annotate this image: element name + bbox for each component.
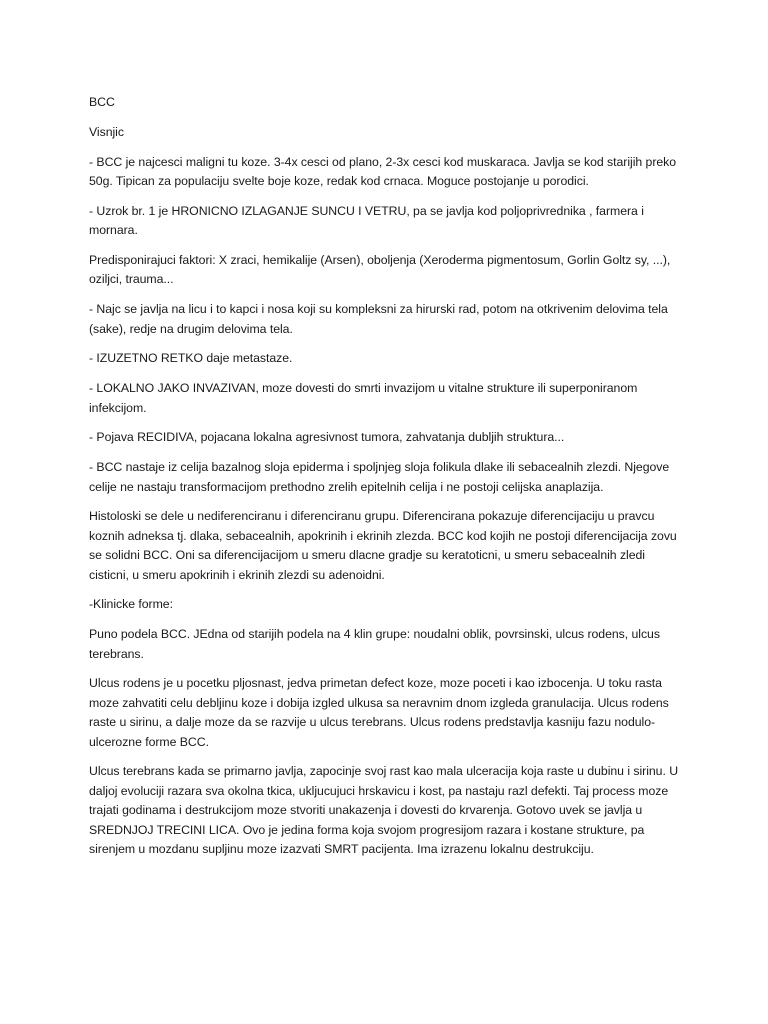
paragraph-predisposing-factors: Predisponirajuci faktori: X zraci, hemikalije (Arsen), oboljenja (Xeroderma pigmentosum, Gorlin Goltz sy, ...), oziljci, trauma...: [89, 253, 671, 287]
paragraph-origin: - BCC nastaje iz celija bazalnog sloja epiderma i spoljnjeg sloja folikula dlake ili sebacealnih zlezdi. Njegove celije ne nastaju transformacijom prethodno zrelih epitelnih celija i ne postoji celijska anaplazija.: [89, 460, 670, 494]
paragraph-local-invasion: - LOKALNO JAKO INVAZIVAN, moze dovesti do smrti invazijom u vitalne strukture ili superponiranom infekcijom.: [89, 381, 638, 415]
paragraph-ulcus-terebrans: Ulcus terebrans kada se primarno javlja, zapocinje svoj rast kao mala ulceracija koja raste u dubinu i sirinu. U daljoj evoluciji razara sva okolna tkica, ukljucujuci hrskavicu i kost, pa nastaju razl defekti. Taj process moze trajati godinama i destrukcijom moze stvoriti unakazenja i dovesti do krvarenja. Gotovo uvek se javlja u SREDNJOJ TRECINI LICA. Ovo je jedina forma koja svojom progresijom razara i kostane strukture, pa sirenjem u mozdanu supljinu moze izazvati SMRT pacijenta. Ima izrazenu lokalnu destrukciju.: [89, 764, 679, 857]
paragraph-classification: Puno podela BCC. JEdna od starijih podela na 4 klin grupe: noudalni oblik, povrsinski, ulcus rodens, ulcus terebrans.: [89, 627, 660, 661]
paragraph-cause: - Uzrok br. 1 je HRONICNO IZLAGANJE SUNCU I VETRU, pa se javlja kod poljoprivrednika , farmera i mornara.: [89, 203, 644, 238]
paragraph-clinical-forms-heading: -Klinicke forme:: [89, 597, 173, 612]
paragraph-ulcus-rodens: Ulcus rodens je u pocetku pljosnast, jedva primetan defect koze, moze poceti i kao izbocenja. U toku rasta moze zahvatiti celu debljinu koze i dobija izgled ulkusa sa neravnim dnom izgleda granulacija. Ulcus rodens raste u sirinu, a dalje moze da se razvije u ulcus terebrans. Ulcus rodens predstavlja kasniju fazu nodulo-ulcerozne forme BCC.: [89, 676, 669, 749]
paragraph-location: - Najc se javlja na licu i to kapci i nosa koji su kompleksni za hirurski rad, potom na otkrivenim delovima tela (sake), redje na drugim delovima tela.: [89, 302, 668, 336]
paragraph-metastases: - IZUZETNO RETKO daje metastaze.: [89, 351, 293, 366]
document-title: BCC: [89, 95, 115, 109]
document-body: [89, 93, 679, 870]
paragraph-epidemiology: - BCC je najcesci maligni tu koze. 3-4x cesci od plano, 2-3x cesci kod muskaraca. Javlja se kod starijih preko 50g. Tipican za populaciju svelte boje koze, redak kod crnaca. Moguce postojanje u porodici.: [89, 154, 677, 188]
paragraph-recidiva: - Pojava RECIDIVA, pojacana lokalna agresivnost tumora, zahvatanja dubljih struktura...: [89, 430, 565, 445]
document-author: Visnjic: [89, 124, 124, 139]
paragraph-histology: Histoloski se dele u nediferenciranu i diferenciranu grupu. Diferencirana pokazuje diferencijaciju u pravcu koznih adneksa tj. dlaka, sebacealnih, apokrinih i ekrinih zlezda. BCC kod kojih ne postoji diferencijacija zovu se solidni BCC. Oni sa diferencijacijom u smeru dlacne gradje su keratoticni, u smeru sebacealnih zledi cisticni, u smeru apokrinih i ekrinih zlezdi su adenoidni.: [89, 509, 677, 582]
